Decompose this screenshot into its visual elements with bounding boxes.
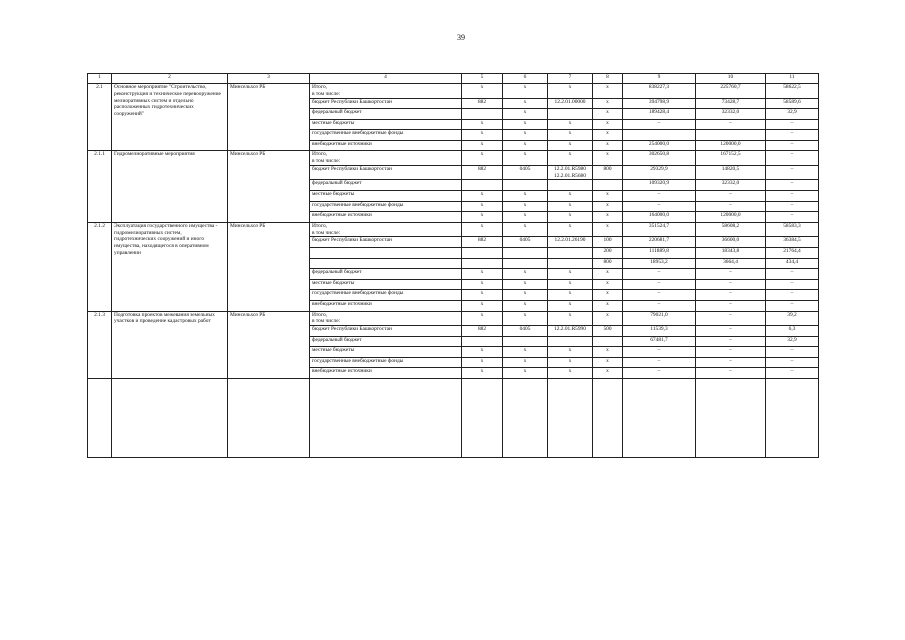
value-c7: х: [548, 191, 593, 202]
column-header: 4: [310, 74, 462, 84]
value-c9: 838227,3: [623, 84, 696, 99]
value-c5: х: [462, 347, 503, 358]
value-c10: 14820,5: [696, 165, 766, 180]
value-c11: –: [766, 357, 819, 368]
value-c5: 882: [462, 165, 503, 180]
activity-name: Гидромелиоративные мероприятия: [112, 151, 228, 222]
value-c5: х: [462, 151, 503, 166]
column-header: 9: [623, 74, 696, 84]
value-c7: х: [548, 140, 593, 151]
value-c6: [503, 247, 548, 258]
activity-name: Основное мероприятие "Строительство, реконструкция и техническое перевооружение мелиоративных систем и отдельно расположенных гидротехнических сооружений": [112, 84, 228, 151]
value-c6: х: [503, 368, 548, 379]
executor: Минсельхоз РБ: [228, 222, 310, 311]
column-header: 5: [462, 74, 503, 84]
empty-cell: [462, 378, 503, 457]
value-c8: 500: [593, 326, 623, 337]
value-c6: х: [503, 84, 548, 99]
value-c6: х: [503, 191, 548, 202]
funding-source: государственные внебюджетные фонды: [310, 201, 462, 212]
value-c8: х: [593, 300, 623, 311]
item-number: 2.1.2: [88, 222, 112, 311]
value-c8: х: [593, 84, 623, 99]
column-header: 3: [228, 74, 310, 84]
value-c9: 79021,0: [623, 311, 696, 326]
value-c6: х: [503, 151, 548, 166]
value-c10: –: [696, 300, 766, 311]
value-c5: х: [462, 212, 503, 223]
value-c10: 3664,4: [696, 258, 766, 269]
value-c7: [548, 247, 593, 258]
value-c6: х: [503, 201, 548, 212]
funding-source: государственные внебюджетные фонды: [310, 130, 462, 141]
table-row: [88, 222, 819, 237]
column-header-row: [88, 74, 819, 84]
value-c11: 39,2: [766, 311, 819, 326]
value-c6: [503, 336, 548, 347]
value-c10: –: [696, 290, 766, 301]
value-c6: х: [503, 119, 548, 130]
value-c6: х: [503, 130, 548, 141]
funding-source: федеральный бюджет: [310, 269, 462, 280]
value-c8: х: [593, 222, 623, 237]
value-c8: х: [593, 98, 623, 109]
value-c9: 220681,7: [623, 237, 696, 248]
empty-cell: [548, 378, 593, 457]
value-c11: –: [766, 368, 819, 379]
value-c10: 32332,0: [696, 109, 766, 120]
value-c9: 67481,7: [623, 336, 696, 347]
value-c9: –: [623, 368, 696, 379]
column-header: 2: [112, 74, 228, 84]
value-c6: х: [503, 290, 548, 301]
value-c9: 189428,4: [623, 109, 696, 120]
funding-source: Итого, в том числе:: [310, 151, 462, 166]
value-c7: х: [548, 119, 593, 130]
value-c7: х: [548, 279, 593, 290]
column-header: 10: [696, 74, 766, 84]
value-c11: 58622,5: [766, 84, 819, 99]
value-c9: –: [623, 119, 696, 130]
table-row: [88, 151, 819, 166]
value-c5: х: [462, 119, 503, 130]
value-c11: –: [766, 119, 819, 130]
value-c11: –: [766, 279, 819, 290]
table-body: [88, 84, 819, 458]
value-c9: 29329,9: [623, 165, 696, 180]
value-c7: х: [548, 290, 593, 301]
value-c8: х: [593, 151, 623, 166]
value-c11: 32,9: [766, 109, 819, 120]
funding-source: бюджет Республики Башкортостан: [310, 326, 462, 337]
value-c10: 32332,0: [696, 180, 766, 191]
empty-cell: [503, 378, 548, 457]
value-c11: 36384,5: [766, 237, 819, 248]
value-c5: [462, 109, 503, 120]
funding-source: внебюджетные источники: [310, 140, 462, 151]
column-header: 7: [548, 74, 593, 84]
value-c10: 167152,5: [696, 151, 766, 166]
funding-source: бюджет Республики Башкортостан: [310, 237, 462, 248]
value-c5: 882: [462, 326, 503, 337]
empty-cell: [696, 378, 766, 457]
value-c6: х: [503, 300, 548, 311]
value-c9: –: [623, 279, 696, 290]
value-c7: х: [548, 357, 593, 368]
value-c9: –: [623, 201, 696, 212]
value-c7: х: [548, 222, 593, 237]
value-c7: х: [548, 151, 593, 166]
value-c7: 12.2.01.R5980 12.2.01.R5680: [548, 165, 593, 180]
value-c11: –: [766, 191, 819, 202]
value-c5: х: [462, 279, 503, 290]
value-c10: –: [696, 119, 766, 130]
funding-source: бюджет Республики Башкортостан: [310, 165, 462, 180]
value-c10: –: [696, 311, 766, 326]
value-c10: –: [696, 347, 766, 358]
funding-source: Итого, в том числе:: [310, 311, 462, 326]
value-c6: х: [503, 140, 548, 151]
value-c6: [503, 180, 548, 191]
value-c11: –: [766, 165, 819, 180]
value-c7: 12.2.01.R5990: [548, 326, 593, 337]
value-c7: [548, 109, 593, 120]
activity-name: Подготовка проектов межевания земельных участков и проведение кадастровых работ: [112, 311, 228, 378]
value-c7: [548, 336, 593, 347]
value-c9: –: [623, 191, 696, 202]
value-c8: х: [593, 212, 623, 223]
value-c5: х: [462, 201, 503, 212]
column-header: 1: [88, 74, 112, 84]
value-c11: –: [766, 180, 819, 191]
empty-cell: [88, 378, 112, 457]
value-c10: 18343,8: [696, 247, 766, 258]
funding-source: внебюджетные источники: [310, 212, 462, 223]
value-c5: х: [462, 130, 503, 141]
funding-source: федеральный бюджет: [310, 336, 462, 347]
executor: Минсельхоз РБ: [228, 84, 310, 151]
funding-source: местные бюджеты: [310, 191, 462, 202]
value-c11: –: [766, 300, 819, 311]
funding-source: [310, 258, 462, 269]
value-c7: х: [548, 300, 593, 311]
funding-source: местные бюджеты: [310, 279, 462, 290]
executor: Минсельхоз РБ: [228, 151, 310, 222]
value-c7: х: [548, 269, 593, 280]
funding-source: местные бюджеты: [310, 347, 462, 358]
value-c7: х: [548, 130, 593, 141]
table-row: [88, 84, 819, 99]
value-c9: 394798,9: [623, 98, 696, 109]
value-c10: 120000,0: [696, 212, 766, 223]
value-c11: –: [766, 201, 819, 212]
funding-source: федеральный бюджет: [310, 180, 462, 191]
value-c9: 302650,8: [623, 151, 696, 166]
value-c6: х: [503, 347, 548, 358]
value-c5: х: [462, 222, 503, 237]
value-c8: х: [593, 347, 623, 358]
value-c11: 58583,3: [766, 222, 819, 237]
executor: Минсельхоз РБ: [228, 311, 310, 378]
empty-cell: [593, 378, 623, 457]
item-number: 2.1: [88, 84, 112, 151]
value-c10: 73428,7: [696, 98, 766, 109]
item-number: 2.1.3: [88, 311, 112, 378]
value-c8: х: [593, 109, 623, 120]
value-c8: [593, 180, 623, 191]
empty-cell: [228, 378, 310, 457]
value-c11: 6,3: [766, 326, 819, 337]
value-c5: х: [462, 290, 503, 301]
activity-name: Эксплуатация государственного имущества - гидромелиоративных систем, гидротехнических сооружений и иного имущества, находящегося в оперативном управлении: [112, 222, 228, 311]
value-c10: 120000,0: [696, 140, 766, 151]
value-c11: –: [766, 269, 819, 280]
value-c5: х: [462, 357, 503, 368]
value-c5: х: [462, 84, 503, 99]
value-c11: 434,4: [766, 258, 819, 269]
value-c11: –: [766, 212, 819, 223]
column-header: 6: [503, 74, 548, 84]
item-number: 2.1.1: [88, 151, 112, 222]
value-c5: х: [462, 300, 503, 311]
value-c8: 100: [593, 237, 623, 248]
value-c5: х: [462, 311, 503, 326]
page-number: 39: [457, 33, 465, 42]
empty-cell: [310, 378, 462, 457]
value-c9: 164000,0: [623, 212, 696, 223]
value-c9: –: [623, 347, 696, 358]
value-c9: 111889,8: [623, 247, 696, 258]
value-c5: х: [462, 269, 503, 280]
value-c6: [503, 258, 548, 269]
value-c6: х: [503, 222, 548, 237]
value-c7: [548, 180, 593, 191]
value-c5: 882: [462, 98, 503, 109]
value-c8: х: [593, 368, 623, 379]
value-c11: –: [766, 130, 819, 141]
value-c8: х: [593, 130, 623, 141]
value-c6: х: [503, 357, 548, 368]
value-c9: –: [623, 290, 696, 301]
table-row: [88, 311, 819, 326]
value-c9: [623, 130, 696, 141]
value-c8: [593, 336, 623, 347]
funding-source: местные бюджеты: [310, 119, 462, 130]
value-c11: 32,9: [766, 336, 819, 347]
funding-source: Итого, в том числе:: [310, 222, 462, 237]
empty-cell: [623, 378, 696, 457]
value-c7: 12.2.01.00000: [548, 98, 593, 109]
value-c6: 0405: [503, 237, 548, 248]
value-c6: х: [503, 269, 548, 280]
value-c10: –: [696, 201, 766, 212]
value-c6: х: [503, 279, 548, 290]
column-header: 8: [593, 74, 623, 84]
value-c10: 36600,0: [696, 237, 766, 248]
funding-source: государственные внебюджетные фонды: [310, 290, 462, 301]
value-c7: х: [548, 201, 593, 212]
value-c10: –: [696, 326, 766, 337]
value-c5: х: [462, 140, 503, 151]
value-c8: х: [593, 279, 623, 290]
value-c5: [462, 180, 503, 191]
value-c11: 58589,6: [766, 98, 819, 109]
value-c10: –: [696, 336, 766, 347]
funding-source: [310, 247, 462, 258]
funding-source: государственные внебюджетные фонды: [310, 357, 462, 368]
funding-source: бюджет Республики Башкортостан: [310, 98, 462, 109]
value-c7: 12.2.01.26190: [548, 237, 593, 248]
column-header: 11: [766, 74, 819, 84]
empty-cell: [112, 378, 228, 457]
value-c10: –: [696, 368, 766, 379]
value-c9: –: [623, 357, 696, 368]
empty-cell: [766, 378, 819, 457]
funding-source: федеральный бюджет: [310, 109, 462, 120]
value-c8: 800: [593, 258, 623, 269]
value-c9: –: [623, 269, 696, 280]
value-c8: х: [593, 191, 623, 202]
value-c6: 0405: [503, 165, 548, 180]
value-c7: х: [548, 347, 593, 358]
value-c9: 351524,7: [623, 222, 696, 237]
value-c11: 21764,4: [766, 247, 819, 258]
value-c11: –: [766, 347, 819, 358]
value-c8: х: [593, 290, 623, 301]
value-c8: х: [593, 140, 623, 151]
value-c6: х: [503, 98, 548, 109]
budget-table: [87, 73, 819, 458]
value-c5: х: [462, 368, 503, 379]
value-c11: –: [766, 290, 819, 301]
value-c11: –: [766, 140, 819, 151]
value-c5: 882: [462, 237, 503, 248]
empty-row: [88, 378, 819, 457]
value-c9: 18953,2: [623, 258, 696, 269]
value-c5: х: [462, 191, 503, 202]
value-c10: –: [696, 279, 766, 290]
value-c7: х: [548, 368, 593, 379]
value-c6: х: [503, 311, 548, 326]
value-c10: –: [696, 357, 766, 368]
value-c7: х: [548, 212, 593, 223]
value-c5: [462, 258, 503, 269]
value-c8: х: [593, 269, 623, 280]
funding-source: Итого, в том числе:: [310, 84, 462, 99]
value-c8: х: [593, 311, 623, 326]
value-c9: –: [623, 300, 696, 311]
value-c8: х: [593, 119, 623, 130]
value-c8: х: [593, 357, 623, 368]
value-c8: 800: [593, 165, 623, 180]
value-c7: х: [548, 311, 593, 326]
value-c10: 225760,7: [696, 84, 766, 99]
funding-source: внебюджетные источники: [310, 300, 462, 311]
value-c8: х: [593, 201, 623, 212]
value-c9: 254000,0: [623, 140, 696, 151]
value-c5: [462, 336, 503, 347]
value-c7: [548, 258, 593, 269]
value-c8: 200: [593, 247, 623, 258]
value-c10: –: [696, 269, 766, 280]
value-c10: 58608,2: [696, 222, 766, 237]
value-c6: 0405: [503, 326, 548, 337]
value-c11: –: [766, 151, 819, 166]
value-c10: [696, 130, 766, 141]
value-c9: 109320,9: [623, 180, 696, 191]
value-c5: [462, 247, 503, 258]
value-c7: х: [548, 84, 593, 99]
value-c6: х: [503, 212, 548, 223]
value-c10: –: [696, 191, 766, 202]
value-c9: 11539,3: [623, 326, 696, 337]
value-c6: х: [503, 109, 548, 120]
funding-source: внебюджетные источники: [310, 368, 462, 379]
